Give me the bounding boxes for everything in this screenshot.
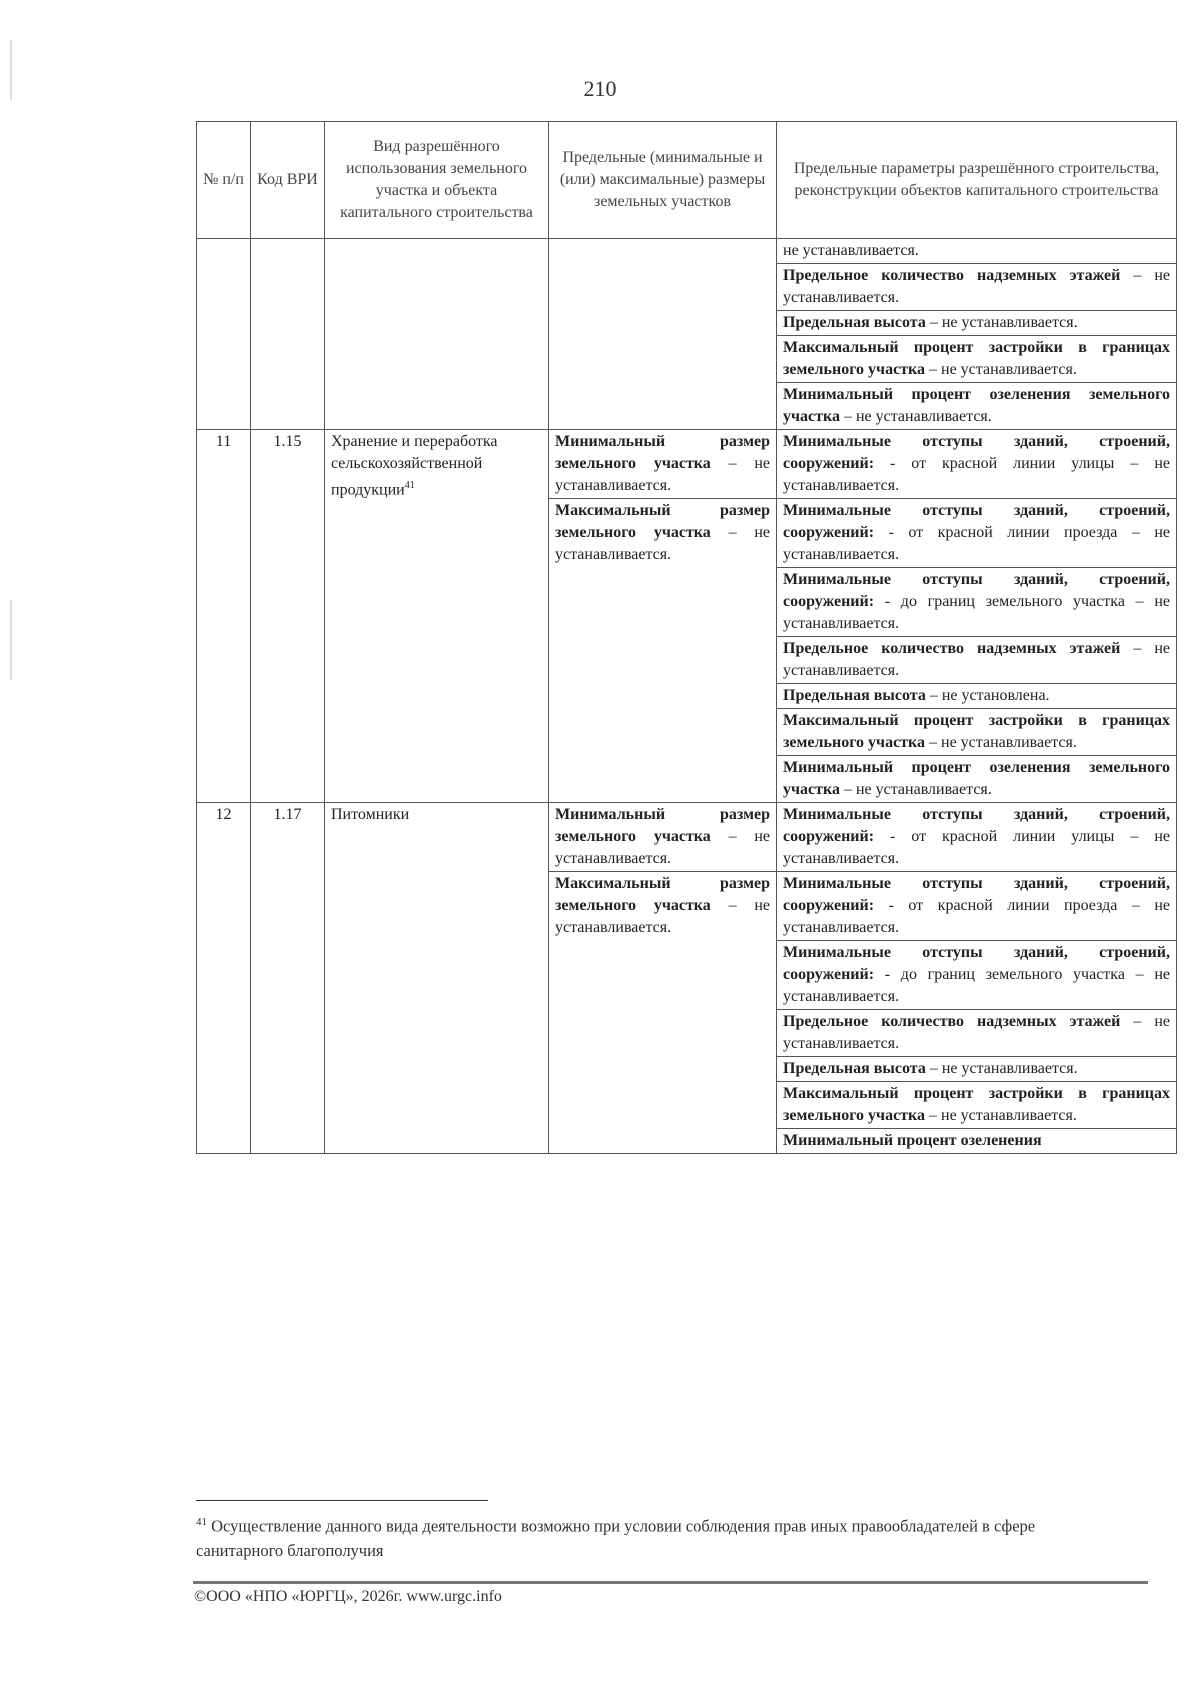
param-text: – не устанавливается. xyxy=(925,1107,1077,1124)
param-bold-text: Минимальные отступы зданий, строений, сооружений: xyxy=(783,502,1170,541)
size-bold-text: Минимальный размер земельного участка xyxy=(555,433,770,472)
size-cell xyxy=(549,430,777,499)
param-bold-text: Минимальный процент озеленения xyxy=(783,1132,1042,1149)
param-cell xyxy=(777,499,1177,568)
row-code: 1.15 xyxy=(251,430,325,803)
header-type: Вид разрешённого использования земельного участка и объекта капитального строительства xyxy=(325,122,549,239)
footnote-text: Осуществление данного вида деятельности возможно при условии соблюдения прав иных правообладателей в сфере санитарного благополучия xyxy=(196,1516,1036,1560)
footnote-number: 41 xyxy=(196,1516,207,1528)
param-bold-text: Предельное количество надземных этажей xyxy=(783,640,1121,657)
row-type xyxy=(325,430,549,803)
size-text: – не устанавливается. xyxy=(555,828,771,867)
size-cell xyxy=(549,803,777,872)
param-cell xyxy=(777,311,1177,336)
param-text: - от красной линии улицы – не устанавливается. xyxy=(783,828,1170,867)
param-bold-text: Предельное количество надземных этажей xyxy=(783,1013,1121,1030)
param-text: – не устанавливается. xyxy=(783,1013,1170,1052)
size-text: – не устанавливается. xyxy=(555,455,771,494)
param-bold-text: Максимальный процент застройки в границах земельного участка xyxy=(783,1085,1170,1124)
param-cell xyxy=(777,1057,1177,1082)
footer-rule xyxy=(193,1581,1148,1584)
regulations-table xyxy=(196,121,1177,1154)
param-cell xyxy=(777,872,1177,941)
param-cell xyxy=(777,1129,1177,1154)
size-cell xyxy=(549,499,777,803)
param-bold-text: Минимальные отступы зданий, строений, сооружений: xyxy=(783,571,1170,610)
footnote-ref: 41 xyxy=(404,480,415,491)
param-cell xyxy=(777,684,1177,709)
param-cell xyxy=(777,756,1177,803)
param-cell xyxy=(777,336,1177,383)
param-cell xyxy=(777,568,1177,637)
param-cell xyxy=(777,1082,1177,1129)
empty-cell-size xyxy=(549,239,777,430)
param-text: – не устанавливается. xyxy=(783,640,1170,679)
empty-cell-type xyxy=(325,239,549,430)
param-bold-text: Максимальный процент застройки в границах земельного участка xyxy=(783,339,1170,378)
param-text: – не установлена. xyxy=(925,687,1050,704)
param-text: не устанавливается. xyxy=(783,242,919,259)
header-size: Предельные (минимальные и (или) максимальные) размеры земельных участков xyxy=(549,122,777,239)
param-cell xyxy=(777,709,1177,756)
param-cell xyxy=(777,803,1177,872)
header-code: Код ВРИ xyxy=(251,122,325,239)
size-text: – не устанавливается. xyxy=(555,897,771,936)
param-cell xyxy=(777,430,1177,499)
param-text: - до границ земельного участка – не устанавливается. xyxy=(783,966,1170,1005)
size-text: – не устанавливается. xyxy=(555,524,771,563)
param-text: – не устанавливается. xyxy=(925,734,1077,751)
param-text: - до границ земельного участка – не устанавливается. xyxy=(783,593,1170,632)
row-type-text: Хранение и переработка сельскохозяйственной продукции xyxy=(331,433,498,499)
param-cell xyxy=(777,637,1177,684)
param-text: - от красной линии проезда – не устанавливается. xyxy=(783,897,1170,936)
row-number: 11 xyxy=(197,430,251,803)
param-bold-text: Предельная высота xyxy=(783,314,926,331)
page-number: 210 xyxy=(583,76,617,101)
footnote-rule xyxy=(196,1500,488,1501)
header-params: Предельные параметры разрешённого строительства, реконструкции объектов капитального строительства xyxy=(777,122,1177,239)
param-bold-text: Минимальный процент озеленения земельного участка xyxy=(783,759,1170,798)
row-number: 12 xyxy=(197,803,251,1154)
param-text: - от красной линии улицы – не устанавливается. xyxy=(783,455,1170,494)
row-type-text: Питомники xyxy=(331,806,410,823)
param-text: – не устанавливается. xyxy=(925,314,1078,331)
param-bold-text: Минимальные отступы зданий, строений, сооружений: xyxy=(783,433,1170,472)
row-code: 1.17 xyxy=(251,803,325,1154)
param-bold-text: Предельная высота xyxy=(783,1060,926,1077)
param-text: - от красной линии проезда – не устанавливается. xyxy=(783,524,1170,563)
size-bold-text: Максимальный размер земельного участка xyxy=(555,502,770,541)
param-cell xyxy=(777,239,1177,264)
param-bold-text: Минимальные отступы зданий, строений, сооружений: xyxy=(783,875,1170,914)
param-bold-text: Предельная высота xyxy=(783,687,926,704)
param-text: – не устанавливается. xyxy=(839,781,992,798)
param-bold-text: Предельное количество надземных этажей xyxy=(783,267,1121,284)
param-cell xyxy=(777,264,1177,311)
size-bold-text: Минимальный размер земельного участка xyxy=(555,806,770,845)
empty-cell-num xyxy=(197,239,251,430)
table-row xyxy=(197,803,1177,872)
param-cell xyxy=(777,941,1177,1010)
param-text: – не устанавливается. xyxy=(925,361,1077,378)
table-header-row xyxy=(197,122,1177,239)
size-bold-text: Максимальный размер земельного участка xyxy=(555,875,770,914)
scan-edge-mark xyxy=(10,600,12,680)
param-bold-text: Максимальный процент застройки в границах земельного участка xyxy=(783,712,1170,751)
param-bold-text: Минимальные отступы зданий, строений, сооружений: xyxy=(783,944,1170,983)
param-text: – не устанавливается. xyxy=(925,1060,1078,1077)
param-text: – не устанавливается. xyxy=(839,408,992,425)
param-cell xyxy=(777,1010,1177,1057)
footnote xyxy=(196,1510,1096,1563)
param-bold-text: Минимальные отступы зданий, строений, сооружений: xyxy=(783,806,1170,845)
header-num: № п/п xyxy=(197,122,251,239)
footer-copyright: ©ООО «НПО «ЮРГЦ», 2026г. www.urgc.info xyxy=(194,1588,502,1605)
size-cell xyxy=(549,872,777,1154)
empty-cell-code xyxy=(251,239,325,430)
param-text: – не устанавливается. xyxy=(783,267,1170,306)
table-row xyxy=(197,239,1177,264)
param-cell xyxy=(777,383,1177,430)
row-type xyxy=(325,803,549,1154)
param-bold-text: Минимальный процент озеленения земельного участка xyxy=(783,386,1170,425)
table-row xyxy=(197,430,1177,499)
